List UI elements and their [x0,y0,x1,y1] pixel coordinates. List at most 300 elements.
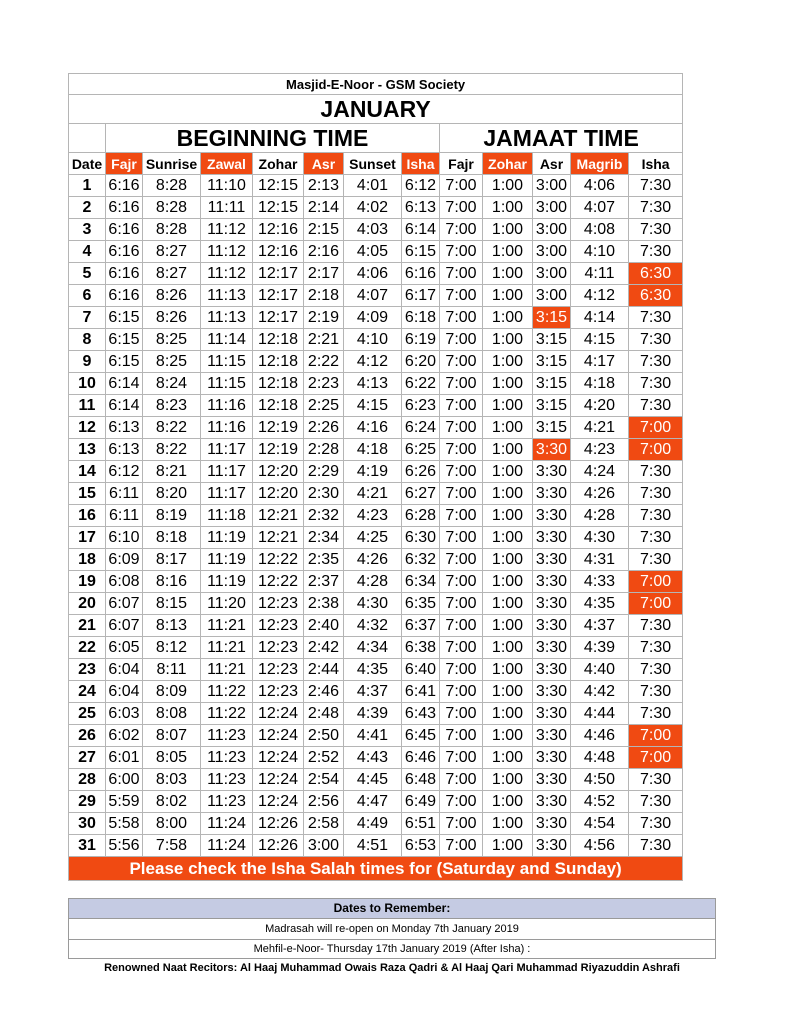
cell-j-asr: 3:30 [533,813,571,835]
cell-sunrise: 8:09 [143,681,201,703]
cell-zohar: 12:24 [253,769,304,791]
cell-zohar: 12:20 [253,461,304,483]
dates-to-remember [68,898,716,977]
cell-fajr: 6:15 [106,307,143,329]
cell-j-magrib: 4:28 [571,505,629,527]
cell-j-fajr: 7:00 [440,483,483,505]
cell-j-asr: 3:30 [533,461,571,483]
cell-j-zohar: 1:00 [483,791,533,813]
madrasah-reopen-note: Madrasah will re-open on Monday 7th January 2019 [69,919,715,940]
cell-isha: 6:26 [402,461,440,483]
table-row [69,593,683,615]
cell-zohar: 12:22 [253,571,304,593]
cell-zohar: 12:19 [253,417,304,439]
cell-j-fajr: 7:00 [440,571,483,593]
cell-j-asr: 3:30 [533,527,571,549]
cell-j-magrib: 4:26 [571,483,629,505]
cell-fajr: 6:10 [106,527,143,549]
cell-sunrise: 8:18 [143,527,201,549]
cell-j-magrib: 4:20 [571,395,629,417]
cell-j-asr: 3:15 [533,351,571,373]
cell-asr: 2:35 [304,549,344,571]
cell-isha: 6:28 [402,505,440,527]
cell-j-magrib: 4:17 [571,351,629,373]
cell-fajr: 6:15 [106,329,143,351]
cell-sunset: 4:26 [344,549,402,571]
cell-date: 6 [69,285,106,307]
cell-fajr: 5:56 [106,835,143,857]
cell-j-isha: 7:30 [629,637,683,659]
cell-isha: 6:14 [402,219,440,241]
cell-sunrise: 8:28 [143,219,201,241]
cell-zawal: 11:19 [201,571,253,593]
cell-date: 21 [69,615,106,637]
cell-j-fajr: 7:00 [440,439,483,461]
cell-j-magrib: 4:42 [571,681,629,703]
cell-zohar: 12:16 [253,241,304,263]
cell-isha: 6:23 [402,395,440,417]
cell-isha: 6:51 [402,813,440,835]
cell-asr: 2:50 [304,725,344,747]
cell-j-zohar: 1:00 [483,461,533,483]
cell-j-isha: 7:00 [629,725,683,747]
cell-j-zohar: 1:00 [483,703,533,725]
cell-fajr: 6:03 [106,703,143,725]
cell-j-fajr: 7:00 [440,329,483,351]
cell-isha: 6:38 [402,637,440,659]
cell-j-magrib: 4:33 [571,571,629,593]
cell-j-isha: 7:30 [629,835,683,857]
col-jamaat-fajr: Fajr [440,153,483,175]
cell-zawal: 11:19 [201,527,253,549]
cell-date: 19 [69,571,106,593]
table-row [69,439,683,461]
cell-sunrise: 8:22 [143,417,201,439]
cell-j-asr: 3:30 [533,615,571,637]
cell-asr: 2:21 [304,329,344,351]
cell-j-asr: 3:00 [533,197,571,219]
cell-sunset: 4:05 [344,241,402,263]
cell-fajr: 6:09 [106,549,143,571]
dates-box [68,898,716,959]
cell-j-isha: 7:30 [629,351,683,373]
cell-asr: 3:00 [304,835,344,857]
cell-date: 14 [69,461,106,483]
table-row [69,241,683,263]
cell-j-isha: 7:30 [629,175,683,197]
cell-date: 15 [69,483,106,505]
cell-fajr: 6:11 [106,483,143,505]
cell-j-zohar: 1:00 [483,659,533,681]
cell-asr: 2:18 [304,285,344,307]
cell-sunrise: 8:27 [143,263,201,285]
cell-asr: 2:17 [304,263,344,285]
table-row [69,703,683,725]
cell-sunset: 4:16 [344,417,402,439]
cell-j-zohar: 1:00 [483,615,533,637]
cell-fajr: 6:16 [106,285,143,307]
cell-zawal: 11:19 [201,549,253,571]
cell-sunrise: 8:28 [143,197,201,219]
cell-zohar: 12:24 [253,791,304,813]
cell-sunrise: 8:21 [143,461,201,483]
cell-fajr: 6:05 [106,637,143,659]
cell-fajr: 6:16 [106,263,143,285]
cell-zawal: 11:21 [201,637,253,659]
cell-sunset: 4:03 [344,219,402,241]
cell-j-isha: 7:30 [629,219,683,241]
cell-isha: 6:34 [402,571,440,593]
cell-date: 23 [69,659,106,681]
cell-sunrise: 8:26 [143,307,201,329]
cell-zawal: 11:23 [201,725,253,747]
cell-j-magrib: 4:40 [571,659,629,681]
cell-j-zohar: 1:00 [483,725,533,747]
cell-sunrise: 8:27 [143,241,201,263]
cell-date: 29 [69,791,106,813]
cell-date: 13 [69,439,106,461]
cell-fajr: 6:04 [106,681,143,703]
cell-zawal: 11:16 [201,395,253,417]
cell-j-isha: 7:30 [629,241,683,263]
cell-zohar: 12:21 [253,527,304,549]
cell-j-magrib: 4:50 [571,769,629,791]
cell-j-asr: 3:00 [533,241,571,263]
cell-isha: 6:22 [402,373,440,395]
cell-asr: 2:54 [304,769,344,791]
table-row [69,461,683,483]
cell-j-isha: 7:30 [629,615,683,637]
cell-zohar: 12:17 [253,285,304,307]
cell-asr: 2:44 [304,659,344,681]
col-begin-zohar: Zohar [253,153,304,175]
cell-zohar: 12:24 [253,725,304,747]
cell-zawal: 11:23 [201,747,253,769]
cell-j-zohar: 1:00 [483,527,533,549]
cell-zawal: 11:15 [201,373,253,395]
cell-date: 22 [69,637,106,659]
cell-zawal: 11:12 [201,241,253,263]
cell-fajr: 6:13 [106,417,143,439]
cell-j-fajr: 7:00 [440,527,483,549]
cell-fajr: 6:04 [106,659,143,681]
cell-sunrise: 8:11 [143,659,201,681]
table-row [69,725,683,747]
table-row [69,351,683,373]
table-row [69,219,683,241]
cell-sunrise: 8:15 [143,593,201,615]
cell-j-asr: 3:15 [533,307,571,329]
cell-asr: 2:56 [304,791,344,813]
cell-isha: 6:35 [402,593,440,615]
cell-fajr: 6:16 [106,241,143,263]
table-row [69,747,683,769]
col-jamaat-zohar: Zohar [483,153,533,175]
cell-j-zohar: 1:00 [483,307,533,329]
cell-asr: 2:15 [304,219,344,241]
cell-isha: 6:27 [402,483,440,505]
cell-j-zohar: 1:00 [483,769,533,791]
cell-j-asr: 3:00 [533,263,571,285]
cell-j-asr: 3:30 [533,659,571,681]
cell-j-magrib: 4:39 [571,637,629,659]
jamaat-time-heading: JAMAAT TIME [440,124,683,153]
blank-corner-cell [69,124,106,153]
cell-sunrise: 8:12 [143,637,201,659]
cell-isha: 6:37 [402,615,440,637]
cell-date: 10 [69,373,106,395]
cell-j-magrib: 4:21 [571,417,629,439]
cell-asr: 2:48 [304,703,344,725]
cell-date: 11 [69,395,106,417]
cell-j-fajr: 7:00 [440,593,483,615]
col-zawal: Zawal [201,153,253,175]
cell-asr: 2:14 [304,197,344,219]
cell-isha: 6:40 [402,659,440,681]
cell-j-isha: 7:30 [629,703,683,725]
cell-asr: 2:13 [304,175,344,197]
cell-j-fajr: 7:00 [440,175,483,197]
cell-isha: 6:30 [402,527,440,549]
cell-j-asr: 3:30 [533,571,571,593]
cell-fajr: 6:13 [106,439,143,461]
cell-sunset: 4:13 [344,373,402,395]
cell-zawal: 11:24 [201,835,253,857]
cell-zohar: 12:20 [253,483,304,505]
cell-sunrise: 8:02 [143,791,201,813]
cell-j-isha: 7:00 [629,417,683,439]
cell-j-zohar: 1:00 [483,329,533,351]
cell-sunrise: 8:24 [143,373,201,395]
table-row [69,527,683,549]
cell-sunset: 4:49 [344,813,402,835]
cell-zawal: 11:22 [201,703,253,725]
table-row [69,659,683,681]
cell-date: 1 [69,175,106,197]
cell-j-zohar: 1:00 [483,263,533,285]
cell-sunset: 4:43 [344,747,402,769]
cell-date: 20 [69,593,106,615]
cell-zohar: 12:26 [253,813,304,835]
cell-fajr: 6:11 [106,505,143,527]
col-begin-asr: Asr [304,153,344,175]
timetable-grid [68,73,683,881]
cell-sunset: 4:06 [344,263,402,285]
cell-zawal: 11:11 [201,197,253,219]
cell-asr: 2:46 [304,681,344,703]
cell-j-fajr: 7:00 [440,351,483,373]
cell-date: 24 [69,681,106,703]
beginning-time-heading: BEGINNING TIME [106,124,440,153]
cell-sunset: 4:12 [344,351,402,373]
cell-zohar: 12:24 [253,747,304,769]
table-row [69,417,683,439]
cell-j-isha: 7:30 [629,549,683,571]
col-begin-isha: Isha [402,153,440,175]
cell-j-asr: 3:30 [533,791,571,813]
cell-j-isha: 7:00 [629,439,683,461]
table-row [69,175,683,197]
cell-isha: 6:16 [402,263,440,285]
cell-sunset: 4:51 [344,835,402,857]
cell-j-magrib: 4:56 [571,835,629,857]
cell-j-zohar: 1:00 [483,373,533,395]
cell-sunset: 4:18 [344,439,402,461]
cell-j-fajr: 7:00 [440,263,483,285]
cell-j-asr: 3:30 [533,769,571,791]
cell-j-fajr: 7:00 [440,461,483,483]
table-row [69,307,683,329]
cell-j-fajr: 7:00 [440,813,483,835]
cell-date: 4 [69,241,106,263]
cell-j-fajr: 7:00 [440,307,483,329]
cell-fajr: 6:16 [106,219,143,241]
cell-sunrise: 8:03 [143,769,201,791]
cell-sunrise: 8:00 [143,813,201,835]
table-row [69,791,683,813]
cell-zawal: 11:12 [201,219,253,241]
cell-j-fajr: 7:00 [440,417,483,439]
cell-j-zohar: 1:00 [483,593,533,615]
cell-j-isha: 6:30 [629,285,683,307]
cell-fajr: 6:14 [106,395,143,417]
cell-j-magrib: 4:35 [571,593,629,615]
cell-j-isha: 7:30 [629,769,683,791]
cell-sunset: 4:41 [344,725,402,747]
col-date: Date [69,153,106,175]
cell-zohar: 12:22 [253,549,304,571]
cell-sunset: 4:10 [344,329,402,351]
cell-sunset: 4:28 [344,571,402,593]
cell-j-asr: 3:00 [533,219,571,241]
cell-zohar: 12:23 [253,615,304,637]
cell-fajr: 6:12 [106,461,143,483]
cell-sunrise: 7:58 [143,835,201,857]
cell-date: 2 [69,197,106,219]
cell-date: 9 [69,351,106,373]
cell-j-zohar: 1:00 [483,835,533,857]
cell-j-zohar: 1:00 [483,549,533,571]
cell-j-fajr: 7:00 [440,219,483,241]
cell-sunset: 4:15 [344,395,402,417]
cell-j-fajr: 7:00 [440,769,483,791]
cell-j-asr: 3:30 [533,439,571,461]
naat-reciters-note: Renowned Naat Recitors: Al Haaj Muhammad Owais Raza Qadri & Al Haaj Qari Muhammad Riyazuddin Ashrafi [104,962,680,974]
cell-fajr: 5:59 [106,791,143,813]
cell-j-asr: 3:00 [533,285,571,307]
cell-zawal: 11:13 [201,285,253,307]
cell-zohar: 12:16 [253,219,304,241]
table-row [69,615,683,637]
cell-zawal: 11:17 [201,461,253,483]
cell-j-asr: 3:15 [533,373,571,395]
cell-zawal: 11:20 [201,593,253,615]
cell-sunrise: 8:20 [143,483,201,505]
cell-asr: 2:16 [304,241,344,263]
table-row [69,263,683,285]
isha-notice-banner: Please check the Isha Salah times for (Saturday and Sunday) [69,857,683,881]
cell-j-isha: 7:30 [629,395,683,417]
cell-sunset: 4:39 [344,703,402,725]
cell-zohar: 12:18 [253,329,304,351]
cell-j-fajr: 7:00 [440,703,483,725]
table-row [69,329,683,351]
cell-j-fajr: 7:00 [440,725,483,747]
cell-j-asr: 3:30 [533,725,571,747]
cell-isha: 6:25 [402,439,440,461]
cell-sunset: 4:37 [344,681,402,703]
cell-j-fajr: 7:00 [440,835,483,857]
cell-j-magrib: 4:54 [571,813,629,835]
dates-title: Dates to Remember: [69,899,715,919]
cell-date: 30 [69,813,106,835]
cell-j-isha: 7:00 [629,593,683,615]
cell-j-fajr: 7:00 [440,285,483,307]
cell-j-magrib: 4:37 [571,615,629,637]
cell-sunrise: 8:25 [143,329,201,351]
cell-zawal: 11:17 [201,439,253,461]
cell-zawal: 11:22 [201,681,253,703]
cell-date: 7 [69,307,106,329]
cell-sunset: 4:34 [344,637,402,659]
cell-isha: 6:19 [402,329,440,351]
cell-zohar: 12:17 [253,307,304,329]
cell-j-magrib: 4:30 [571,527,629,549]
cell-j-zohar: 1:00 [483,395,533,417]
cell-sunrise: 8:07 [143,725,201,747]
cell-j-zohar: 1:00 [483,439,533,461]
cell-j-zohar: 1:00 [483,175,533,197]
cell-j-asr: 3:30 [533,483,571,505]
table-row [69,373,683,395]
cell-sunrise: 8:28 [143,175,201,197]
cell-j-fajr: 7:00 [440,197,483,219]
col-begin-fajr: Fajr [106,153,143,175]
cell-j-asr: 3:30 [533,549,571,571]
table-row [69,681,683,703]
cell-asr: 2:58 [304,813,344,835]
cell-fajr: 6:02 [106,725,143,747]
cell-sunset: 4:25 [344,527,402,549]
cell-j-zohar: 1:00 [483,285,533,307]
cell-sunset: 4:07 [344,285,402,307]
table-row [69,571,683,593]
cell-date: 27 [69,747,106,769]
cell-sunset: 4:02 [344,197,402,219]
cell-zohar: 12:15 [253,197,304,219]
cell-sunrise: 8:26 [143,285,201,307]
cell-sunset: 4:19 [344,461,402,483]
cell-j-fajr: 7:00 [440,241,483,263]
cell-isha: 6:32 [402,549,440,571]
cell-zohar: 12:18 [253,395,304,417]
cell-sunrise: 8:13 [143,615,201,637]
cell-j-magrib: 4:46 [571,725,629,747]
cell-j-zohar: 1:00 [483,505,533,527]
cell-date: 3 [69,219,106,241]
cell-sunrise: 8:17 [143,549,201,571]
cell-j-isha: 7:30 [629,307,683,329]
cell-sunset: 4:47 [344,791,402,813]
cell-j-asr: 3:15 [533,417,571,439]
cell-j-magrib: 4:06 [571,175,629,197]
cell-isha: 6:45 [402,725,440,747]
cell-j-zohar: 1:00 [483,219,533,241]
cell-date: 31 [69,835,106,857]
cell-j-fajr: 7:00 [440,791,483,813]
col-jamaat-asr: Asr [533,153,571,175]
cell-j-zohar: 1:00 [483,571,533,593]
